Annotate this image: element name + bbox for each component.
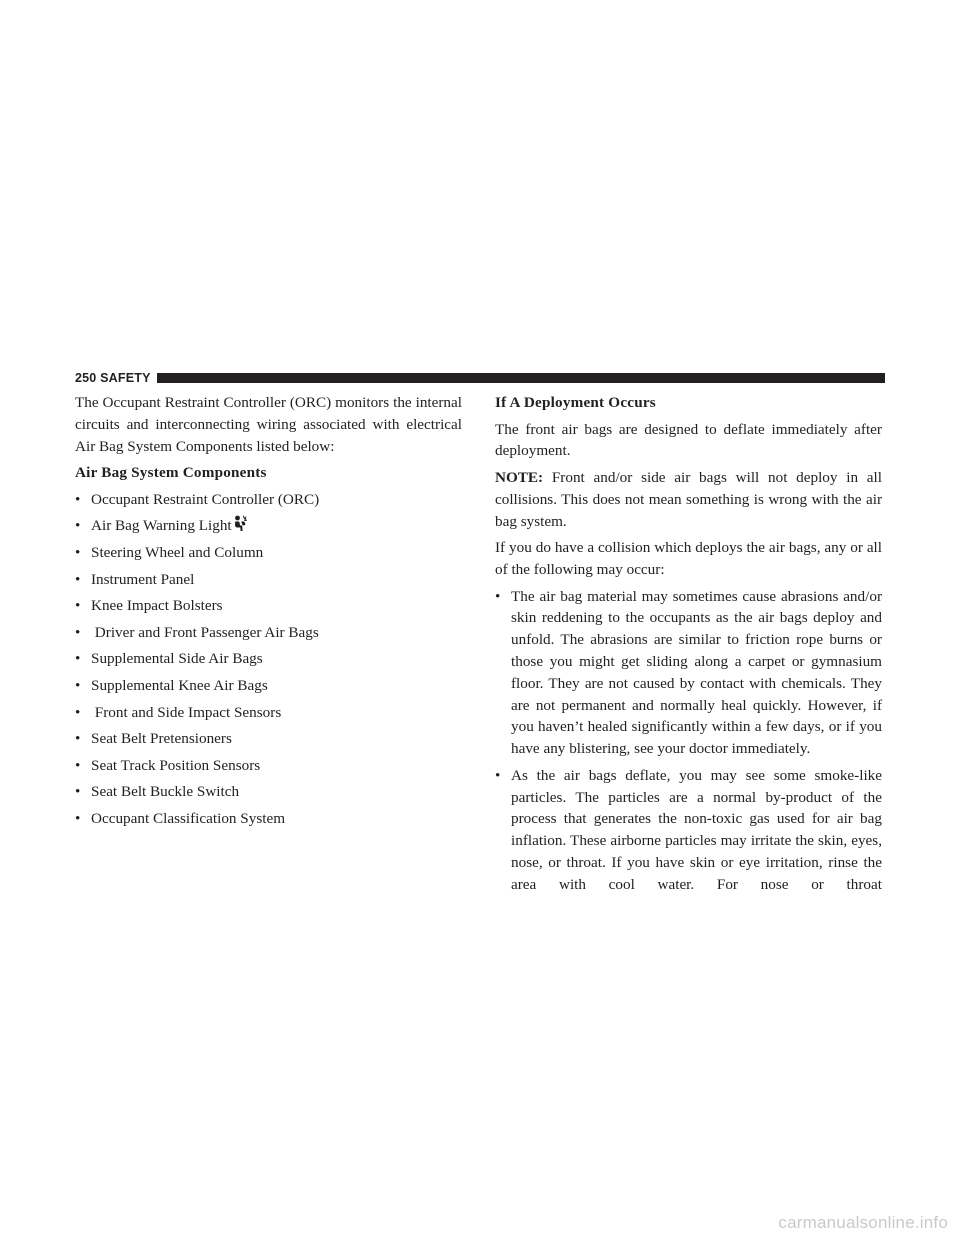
components-heading: Air Bag System Components (75, 464, 267, 482)
list-item-text: Seat Belt Pretensioners (91, 730, 232, 748)
bullet: • (75, 597, 81, 615)
bullet: • (75, 809, 81, 827)
note-text: Front and/or side air bags will not deploy in all collisions. This does not mean something is wrong with the air bag system. (495, 468, 882, 530)
deflate-paragraph: The front air bags are designed to deflate immediately after deployment. (495, 420, 882, 460)
list-item (75, 622, 462, 644)
bullet: • (75, 730, 81, 748)
page-number-section: 250 SAFETY (75, 371, 151, 385)
list-item-text: The air bag material may sometimes cause abrasions and/or skin reddening to the occupants as the air bags deploy and unfold. The abrasions are similar to friction rope burns or those you might get sliding along a carpet or gymnasium floor. They are not caused by contact with chemicals. They are not permanent and normally heal quickly. However, if you haven’t healed significantly within a few days, or if you have any blistering, see your doctor immediately. (511, 587, 882, 758)
list-item-text (91, 515, 462, 537)
bullet: • (75, 703, 81, 721)
list-item-label: Air Bag Warning Light (91, 517, 232, 535)
list-item (75, 755, 462, 777)
list-item (75, 808, 462, 830)
airbag-warning-icon (233, 515, 247, 532)
components-list (75, 489, 462, 830)
list-item (495, 586, 882, 760)
page-header (75, 370, 885, 386)
bullet: • (75, 623, 81, 641)
list-item (75, 675, 462, 697)
header-rule (157, 373, 885, 383)
bullet: • (495, 766, 501, 784)
note-paragraph (495, 467, 882, 532)
list-item-text: Seat Track Position Sensors (91, 756, 261, 774)
left-column (75, 392, 462, 835)
deployment-heading: If A Deployment Occurs (495, 394, 656, 411)
list-item (75, 595, 462, 617)
watermark: carmanualsonline.info (778, 1213, 948, 1232)
list-item (495, 765, 882, 896)
list-item-text: Instrument Panel (91, 570, 195, 588)
list-item-text: Knee Impact Bolsters (91, 597, 223, 615)
list-item-text: Occupant Classification System (91, 809, 286, 827)
list-item-text: As the air bags deflate, you may see some smoke-like particles. The particles are a normal by-product of the process that generates the non-toxic gas used for air bag inflation. These airborne particles may irritate the skin, eyes, nose, or throat. If you have skin or eye irritation, rinse the area with cool water. For nose or throat (511, 766, 882, 893)
list-item-text: Supplemental Knee Air Bags (91, 676, 268, 694)
bullet: • (75, 676, 81, 694)
bullet: • (75, 756, 81, 774)
list-item (75, 702, 462, 724)
list-item-text: Front and Side Impact Sensors (91, 703, 282, 721)
list-item (75, 515, 462, 537)
effects-list (495, 586, 882, 896)
list-item-text: Supplemental Side Air Bags (91, 650, 263, 668)
list-item-text: Seat Belt Buckle Switch (91, 783, 240, 801)
list-item-text: Steering Wheel and Column (91, 543, 264, 561)
list-item (75, 489, 462, 511)
bullet: • (75, 490, 81, 508)
intro-paragraph: The Occupant Restraint Controller (ORC) monitors the internal circuits and interconnecting wiring associated with electrical Air Bag System Components listed below: (75, 394, 462, 455)
collision-paragraph: If you do have a collision which deploys the air bags, any or all of the following may occur: (495, 539, 882, 578)
list-item (75, 728, 462, 750)
bullet: • (75, 543, 81, 561)
bullet: • (75, 517, 81, 535)
list-item-text: Occupant Restraint Controller (ORC) (91, 490, 320, 508)
list-item (75, 648, 462, 670)
list-item-text: Driver and Front Passenger Air Bags (91, 623, 319, 641)
bullet: • (75, 570, 81, 588)
list-item (75, 542, 462, 564)
list-item (75, 569, 462, 591)
list-item (75, 781, 462, 803)
bullet: • (495, 587, 501, 605)
right-column (495, 392, 882, 900)
note-label: NOTE: (495, 468, 544, 486)
bullet: • (75, 650, 81, 668)
bullet: • (75, 783, 81, 801)
